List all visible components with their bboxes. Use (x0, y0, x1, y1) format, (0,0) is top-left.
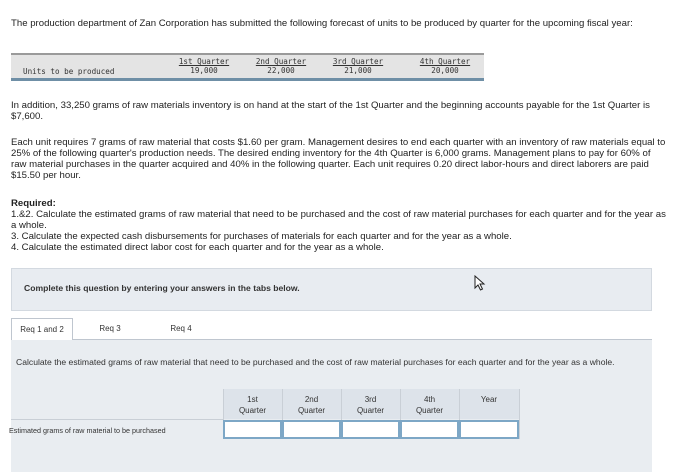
quarter-2-header: 2nd Quarter (255, 57, 307, 66)
col-header-q3-line2: Quarter (356, 406, 385, 415)
inventory-paragraph: In addition, 33,250 grams of raw materials inventory is on hand at the start of the 1st Quarter and the beginning accounts payable for the 1st Quarter is $7,600. (11, 100, 650, 122)
tab-req-4[interactable]: Req 4 (170, 324, 192, 333)
col-header-year-line2: Year (480, 395, 498, 404)
quarter-3-units: 21,000 (344, 66, 372, 75)
required-heading: Required: (11, 198, 56, 209)
intro-text: The production department of Zan Corporation has submitted the following forecast of units to be produced by quarter for the upcoming fiscal year: (11, 18, 633, 29)
required-item-3: 4. Calculate the estimated direct labor cost for each quarter and for the year as a whole. (11, 242, 384, 253)
tab-description: Calculate the estimated grams of raw material that need to be purchased and the cost of raw material purchases for each quarter and for the year as a whole. (16, 357, 615, 367)
input-q4-grams[interactable] (400, 420, 459, 439)
purchases-grid (11, 389, 652, 449)
units-forecast-table (11, 53, 484, 81)
tab-req-1-and-2[interactable]: Req 1 and 2 (11, 318, 73, 340)
input-q3-grams[interactable] (341, 420, 400, 439)
required-item-1: 1.&2. Calculate the estimated grams of raw material that need to be purchased and the cost of raw material purchases for each quarter and for the year as a whole. (11, 209, 666, 231)
tab-bar (11, 318, 652, 340)
instructions-box (11, 268, 652, 311)
col-header-q2-line1: 2nd (304, 395, 319, 404)
quarter-3-column (329, 57, 387, 75)
quarter-4-units: 20,000 (431, 66, 459, 75)
col-header-q1-line1: 1st (247, 395, 258, 404)
quarter-1-units: 19,000 (190, 66, 218, 75)
quarter-3-header: 3rd Quarter (332, 57, 384, 66)
input-year-grams[interactable] (459, 420, 519, 439)
requirements-paragraph: Each unit requires 7 grams of raw material that costs $1.60 per gram. Management desires to end each quarter with an inventory of raw materials equal to 25% of the following quarter's production needs. The desired ending inventory for the 4th Quarter is 6,000 grams. Management plans to pay for 60% of raw material purchases in the quarter acquired and 40% in the following quarter. Each unit requires 0.20 direct labor-hours and direct laborers are paid $15.50 per hour. (11, 137, 666, 181)
quarter-4-header: 4th Quarter (419, 57, 471, 66)
input-q1-grams[interactable] (223, 420, 282, 439)
row-label-grams-purchased: Estimated grams of raw material to be purchased (9, 426, 166, 435)
row-divider (11, 419, 223, 420)
input-q2-grams[interactable] (282, 420, 341, 439)
column-divider (519, 389, 520, 439)
units-row-label: Units to be produced (23, 67, 115, 76)
mouse-pointer-icon (473, 275, 487, 291)
required-list (11, 209, 671, 253)
instructions-text: Complete this question by entering your answers in the tabs below. (24, 283, 300, 293)
col-header-q4-line2: Quarter (415, 406, 444, 415)
quarter-1-header: 1st Quarter (178, 57, 230, 66)
col-header-q4-line1: 4th (423, 395, 436, 404)
quarter-1-column (175, 57, 233, 75)
quarter-2-column (252, 57, 310, 75)
tab-req-3[interactable]: Req 3 (99, 324, 121, 333)
tab-content-panel (11, 340, 652, 472)
col-header-q1-line2: Quarter (238, 406, 267, 415)
col-header-q3-line1: 3rd (364, 395, 377, 404)
quarter-4-column (416, 57, 474, 75)
col-header-q2-line2: Quarter (297, 406, 326, 415)
quarter-2-units: 22,000 (267, 66, 295, 75)
required-item-2: 3. Calculate the expected cash disbursements for purchases of materials for each quarter and for the year as a whole. (11, 231, 512, 242)
